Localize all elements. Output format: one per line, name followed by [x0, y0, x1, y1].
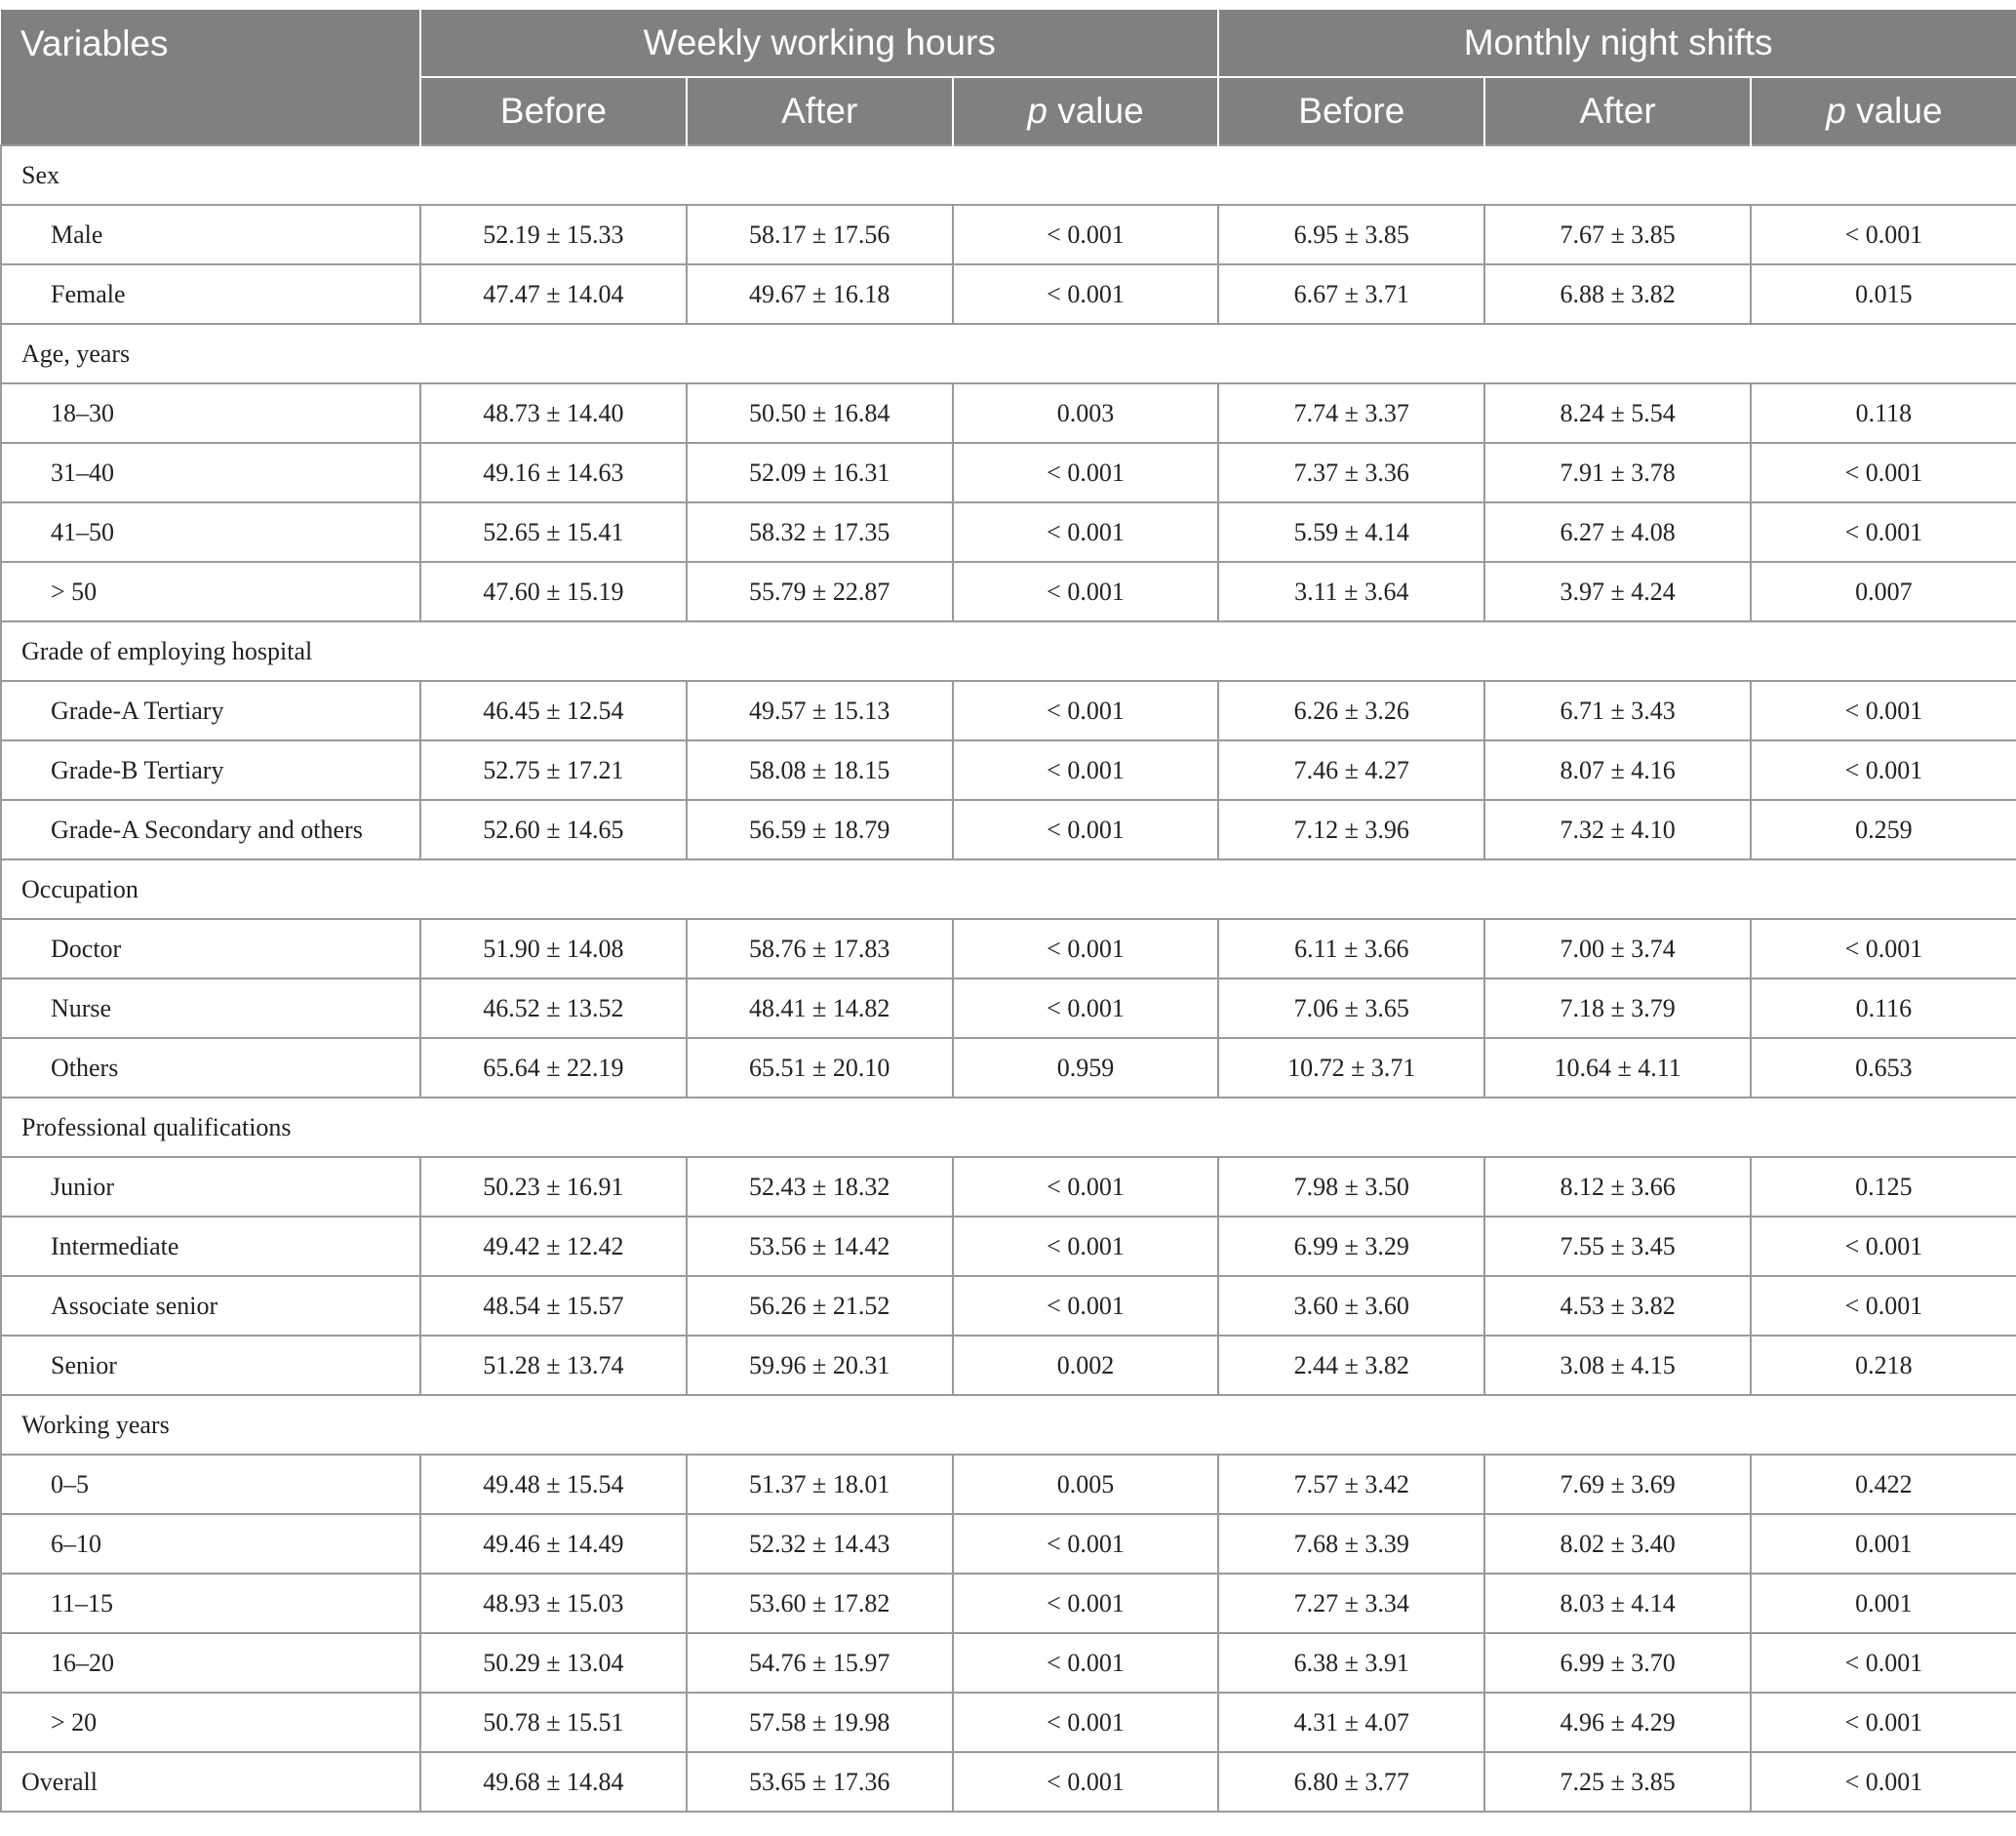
night-after-cell: 7.18 ± 3.79	[1484, 978, 1751, 1038]
night-p-value-cell: < 0.001	[1751, 1276, 2016, 1336]
night-after-cell: 3.97 ± 4.24	[1484, 562, 1751, 621]
weekly-after-cell: 56.26 ± 21.52	[687, 1276, 953, 1336]
night-p-value-cell: 0.259	[1751, 800, 2016, 859]
table-row	[1, 1276, 2016, 1336]
night-before-cell: 6.67 ± 3.71	[1218, 264, 1484, 324]
weekly-after-cell: 58.32 ± 17.35	[687, 502, 953, 562]
night-after-cell: 7.91 ± 3.78	[1484, 443, 1751, 502]
weekly-p-value-cell: 0.002	[953, 1336, 1219, 1395]
row-label: 31–40	[1, 443, 420, 502]
weekly-after-cell: 59.96 ± 20.31	[687, 1336, 953, 1395]
table-row	[1, 1455, 2016, 1514]
night-before-cell: 6.80 ± 3.77	[1218, 1752, 1484, 1812]
row-label: Male	[1, 205, 420, 264]
weekly-before-cell: 50.29 ± 13.04	[420, 1633, 687, 1693]
header-variables: Variables	[1, 10, 420, 145]
weekly-after-cell: 51.37 ± 18.01	[687, 1455, 953, 1514]
table-row	[1, 264, 2016, 324]
section-row	[1, 1395, 2016, 1455]
night-after-cell: 7.00 ± 3.74	[1484, 919, 1751, 978]
weekly-after-cell: 52.32 ± 14.43	[687, 1514, 953, 1574]
night-p-value-cell: < 0.001	[1751, 1217, 2016, 1276]
weekly-p-value-cell: < 0.001	[953, 1752, 1219, 1812]
night-before-cell: 7.06 ± 3.65	[1218, 978, 1484, 1038]
night-after-cell: 8.24 ± 5.54	[1484, 383, 1751, 443]
weekly-before-cell: 49.16 ± 14.63	[420, 443, 687, 502]
night-before-cell: 7.12 ± 3.96	[1218, 800, 1484, 859]
night-before-cell: 7.57 ± 3.42	[1218, 1455, 1484, 1514]
weekly-after-cell: 57.58 ± 19.98	[687, 1693, 953, 1752]
night-after-cell: 8.02 ± 3.40	[1484, 1514, 1751, 1574]
night-p-value-cell: < 0.001	[1751, 502, 2016, 562]
weekly-before-cell: 47.60 ± 15.19	[420, 562, 687, 621]
weekly-before-cell: 49.46 ± 14.49	[420, 1514, 687, 1574]
weekly-before-cell: 52.65 ± 15.41	[420, 502, 687, 562]
weekly-before-cell: 48.73 ± 14.40	[420, 383, 687, 443]
table-row	[1, 978, 2016, 1038]
night-before-cell: 6.11 ± 3.66	[1218, 919, 1484, 978]
row-label: 16–20	[1, 1633, 420, 1693]
night-p-value-cell: < 0.001	[1751, 740, 2016, 800]
night-after-cell: 7.69 ± 3.69	[1484, 1455, 1751, 1514]
table-row	[1, 443, 2016, 502]
night-before-cell: 7.98 ± 3.50	[1218, 1157, 1484, 1217]
weekly-before-cell: 52.19 ± 15.33	[420, 205, 687, 264]
data-table	[0, 10, 2016, 1813]
weekly-p-value-cell: < 0.001	[953, 205, 1219, 264]
night-p-value-cell: 0.007	[1751, 562, 2016, 621]
table-row	[1, 1514, 2016, 1574]
section-row	[1, 1098, 2016, 1157]
weekly-after-cell: 54.76 ± 15.97	[687, 1633, 953, 1693]
header-night-after: After	[1484, 77, 1751, 145]
night-before-cell: 3.11 ± 3.64	[1218, 562, 1484, 621]
weekly-before-cell: 49.68 ± 14.84	[420, 1752, 687, 1812]
night-p-value-cell: 0.422	[1751, 1455, 2016, 1514]
table-row	[1, 1336, 2016, 1395]
night-before-cell: 4.31 ± 4.07	[1218, 1693, 1484, 1752]
night-p-value-cell: < 0.001	[1751, 1633, 2016, 1693]
weekly-before-cell: 46.52 ± 13.52	[420, 978, 687, 1038]
weekly-p-value-cell: < 0.001	[953, 562, 1219, 621]
row-label: Associate senior	[1, 1276, 420, 1336]
night-after-cell: 8.07 ± 4.16	[1484, 740, 1751, 800]
overall-row	[1, 1752, 2016, 1812]
night-after-cell: 3.08 ± 4.15	[1484, 1336, 1751, 1395]
row-label: 18–30	[1, 383, 420, 443]
section-label: Working years	[1, 1395, 2016, 1455]
row-label: Intermediate	[1, 1217, 420, 1276]
night-before-cell: 7.37 ± 3.36	[1218, 443, 1484, 502]
weekly-after-cell: 65.51 ± 20.10	[687, 1038, 953, 1098]
table-row	[1, 1574, 2016, 1633]
weekly-before-cell: 65.64 ± 22.19	[420, 1038, 687, 1098]
night-before-cell: 6.99 ± 3.29	[1218, 1217, 1484, 1276]
weekly-after-cell: 53.56 ± 14.42	[687, 1217, 953, 1276]
weekly-before-cell: 52.75 ± 17.21	[420, 740, 687, 800]
night-before-cell: 6.38 ± 3.91	[1218, 1633, 1484, 1693]
row-label: 6–10	[1, 1514, 420, 1574]
night-p-value-cell: < 0.001	[1751, 1752, 2016, 1812]
header-weekly-working-hours: Weekly working hours	[420, 10, 1218, 77]
night-p-value-cell: 0.015	[1751, 264, 2016, 324]
row-label: Others	[1, 1038, 420, 1098]
weekly-p-value-cell: 0.003	[953, 383, 1219, 443]
table-row	[1, 681, 2016, 740]
weekly-p-value-cell: < 0.001	[953, 919, 1219, 978]
row-label: 41–50	[1, 502, 420, 562]
table-header	[1, 10, 2016, 145]
row-label: Senior	[1, 1336, 420, 1395]
header-row-groups	[1, 10, 2016, 77]
night-after-cell: 8.12 ± 3.66	[1484, 1157, 1751, 1217]
p-symbol: p	[1826, 91, 1846, 131]
row-label: > 50	[1, 562, 420, 621]
weekly-before-cell: 49.48 ± 15.54	[420, 1455, 687, 1514]
weekly-before-cell: 49.42 ± 12.42	[420, 1217, 687, 1276]
table-row	[1, 1038, 2016, 1098]
night-after-cell: 6.71 ± 3.43	[1484, 681, 1751, 740]
night-before-cell: 10.72 ± 3.71	[1218, 1038, 1484, 1098]
header-night-before: Before	[1218, 77, 1484, 145]
row-label: Nurse	[1, 978, 420, 1038]
weekly-before-cell: 52.60 ± 14.65	[420, 800, 687, 859]
night-p-value-cell: < 0.001	[1751, 681, 2016, 740]
weekly-after-cell: 53.65 ± 17.36	[687, 1752, 953, 1812]
table-row	[1, 1157, 2016, 1217]
night-before-cell: 7.74 ± 3.37	[1218, 383, 1484, 443]
night-after-cell: 4.53 ± 3.82	[1484, 1276, 1751, 1336]
night-after-cell: 8.03 ± 4.14	[1484, 1574, 1751, 1633]
weekly-after-cell: 58.76 ± 17.83	[687, 919, 953, 978]
weekly-after-cell: 50.50 ± 16.84	[687, 383, 953, 443]
table-row	[1, 740, 2016, 800]
night-before-cell: 6.95 ± 3.85	[1218, 205, 1484, 264]
table-body	[1, 145, 2016, 1812]
weekly-p-value-cell: < 0.001	[953, 800, 1219, 859]
section-row	[1, 324, 2016, 383]
table-row	[1, 562, 2016, 621]
weekly-p-value-cell: < 0.001	[953, 1514, 1219, 1574]
p-value-label: value	[1047, 91, 1144, 131]
weekly-after-cell: 49.57 ± 15.13	[687, 681, 953, 740]
section-label: Professional qualifications	[1, 1098, 2016, 1157]
weekly-p-value-cell: < 0.001	[953, 978, 1219, 1038]
row-label: Grade-A Secondary and others	[1, 800, 420, 859]
night-p-value-cell: < 0.001	[1751, 443, 2016, 502]
night-after-cell: 7.67 ± 3.85	[1484, 205, 1751, 264]
night-before-cell: 7.27 ± 3.34	[1218, 1574, 1484, 1633]
night-after-cell: 4.96 ± 4.29	[1484, 1693, 1751, 1752]
header-night-p-value	[1751, 77, 2016, 145]
weekly-p-value-cell: < 0.001	[953, 1276, 1219, 1336]
weekly-p-value-cell: < 0.001	[953, 681, 1219, 740]
p-value-label: value	[1845, 91, 1943, 131]
table-row	[1, 919, 2016, 978]
night-after-cell: 6.27 ± 4.08	[1484, 502, 1751, 562]
header-weekly-p-value	[953, 77, 1219, 145]
table-row	[1, 1633, 2016, 1693]
header-monthly-night-shifts: Monthly night shifts	[1218, 10, 2016, 77]
night-p-value-cell: < 0.001	[1751, 919, 2016, 978]
row-label: 0–5	[1, 1455, 420, 1514]
row-label: Grade-A Tertiary	[1, 681, 420, 740]
weekly-after-cell: 49.67 ± 16.18	[687, 264, 953, 324]
night-before-cell: 6.26 ± 3.26	[1218, 681, 1484, 740]
weekly-after-cell: 55.79 ± 22.87	[687, 562, 953, 621]
table-row	[1, 800, 2016, 859]
weekly-p-value-cell: < 0.001	[953, 264, 1219, 324]
weekly-after-cell: 53.60 ± 17.82	[687, 1574, 953, 1633]
weekly-p-value-cell: < 0.001	[953, 1157, 1219, 1217]
weekly-p-value-cell: < 0.001	[953, 740, 1219, 800]
weekly-after-cell: 48.41 ± 14.82	[687, 978, 953, 1038]
night-after-cell: 6.88 ± 3.82	[1484, 264, 1751, 324]
weekly-after-cell: 58.17 ± 17.56	[687, 205, 953, 264]
night-before-cell: 2.44 ± 3.82	[1218, 1336, 1484, 1395]
weekly-before-cell: 51.28 ± 13.74	[420, 1336, 687, 1395]
night-after-cell: 10.64 ± 4.11	[1484, 1038, 1751, 1098]
night-p-value-cell: 0.001	[1751, 1514, 2016, 1574]
night-before-cell: 7.68 ± 3.39	[1218, 1514, 1484, 1574]
weekly-after-cell: 52.09 ± 16.31	[687, 443, 953, 502]
table-row	[1, 1693, 2016, 1752]
night-p-value-cell: 0.653	[1751, 1038, 2016, 1098]
night-after-cell: 7.32 ± 4.10	[1484, 800, 1751, 859]
weekly-p-value-cell: 0.959	[953, 1038, 1219, 1098]
row-label: Grade-B Tertiary	[1, 740, 420, 800]
p-symbol: p	[1027, 91, 1048, 131]
night-before-cell: 7.46 ± 4.27	[1218, 740, 1484, 800]
row-label: Overall	[1, 1752, 420, 1812]
weekly-p-value-cell: < 0.001	[953, 1217, 1219, 1276]
night-after-cell: 7.25 ± 3.85	[1484, 1752, 1751, 1812]
night-after-cell: 6.99 ± 3.70	[1484, 1633, 1751, 1693]
night-p-value-cell: 0.116	[1751, 978, 2016, 1038]
weekly-after-cell: 58.08 ± 18.15	[687, 740, 953, 800]
header-weekly-after: After	[687, 77, 953, 145]
weekly-p-value-cell: < 0.001	[953, 502, 1219, 562]
row-label: Female	[1, 264, 420, 324]
night-p-value-cell: 0.001	[1751, 1574, 2016, 1633]
weekly-before-cell: 48.93 ± 15.03	[420, 1574, 687, 1633]
table-row	[1, 383, 2016, 443]
weekly-before-cell: 46.45 ± 12.54	[420, 681, 687, 740]
weekly-before-cell: 48.54 ± 15.57	[420, 1276, 687, 1336]
night-p-value-cell: < 0.001	[1751, 1693, 2016, 1752]
header-weekly-before: Before	[420, 77, 687, 145]
night-p-value-cell: 0.218	[1751, 1336, 2016, 1395]
night-p-value-cell: 0.125	[1751, 1157, 2016, 1217]
row-label: Junior	[1, 1157, 420, 1217]
weekly-before-cell: 51.90 ± 14.08	[420, 919, 687, 978]
table-row	[1, 205, 2016, 264]
weekly-p-value-cell: < 0.001	[953, 1633, 1219, 1693]
section-row	[1, 145, 2016, 205]
row-label: Doctor	[1, 919, 420, 978]
section-label: Occupation	[1, 859, 2016, 919]
weekly-p-value-cell: < 0.001	[953, 443, 1219, 502]
weekly-p-value-cell: 0.005	[953, 1455, 1219, 1514]
section-row	[1, 621, 2016, 681]
night-before-cell: 3.60 ± 3.60	[1218, 1276, 1484, 1336]
night-after-cell: 7.55 ± 3.45	[1484, 1217, 1751, 1276]
table-row	[1, 502, 2016, 562]
weekly-p-value-cell: < 0.001	[953, 1693, 1219, 1752]
section-label: Sex	[1, 145, 2016, 205]
section-label: Grade of employing hospital	[1, 621, 2016, 681]
weekly-before-cell: 47.47 ± 14.04	[420, 264, 687, 324]
weekly-after-cell: 56.59 ± 18.79	[687, 800, 953, 859]
weekly-before-cell: 50.78 ± 15.51	[420, 1693, 687, 1752]
section-label: Age, years	[1, 324, 2016, 383]
table-row	[1, 1217, 2016, 1276]
section-row	[1, 859, 2016, 919]
row-label: > 20	[1, 1693, 420, 1752]
night-before-cell: 5.59 ± 4.14	[1218, 502, 1484, 562]
weekly-before-cell: 50.23 ± 16.91	[420, 1157, 687, 1217]
weekly-p-value-cell: < 0.001	[953, 1574, 1219, 1633]
row-label: 11–15	[1, 1574, 420, 1633]
weekly-after-cell: 52.43 ± 18.32	[687, 1157, 953, 1217]
night-p-value-cell: < 0.001	[1751, 205, 2016, 264]
night-p-value-cell: 0.118	[1751, 383, 2016, 443]
